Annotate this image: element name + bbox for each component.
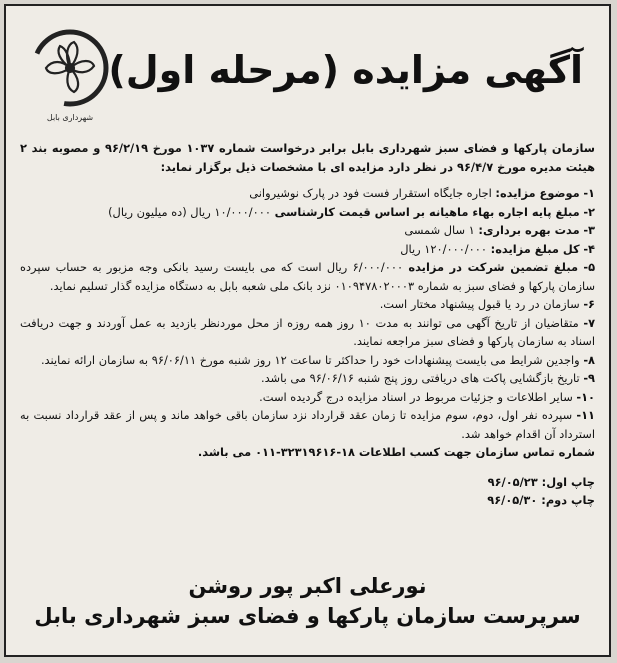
- print-date-second: چاپ دوم: ۹۶/۰۵/۳۰: [487, 493, 595, 508]
- signatory-name: نورعلی اکبر پور روشن: [188, 574, 427, 598]
- list-item: ۳- مدت بهره برداری: ۱ سال شمسی: [404, 223, 595, 237]
- contact-line: شماره تماس سازمان جهت کسب اطلاعات ۱۸-۳۲۳۱۹۶۱۶-۰۱۱ می باشد.: [197, 445, 595, 459]
- list-item: ۱- موضوع مزایده: اجاره جایگاه استقرار فست فود در پارک نوشیروانی: [249, 186, 595, 200]
- list-item: ۴- کل مبلغ مزایده: ۱۲۰/۰۰۰/۰۰۰ ریال: [400, 241, 595, 256]
- list-item: ۷- متقاضیان از تاریخ آگهی می توانند به مدت ۱۰ روز همه روزه از محل موردنظر بازدید به عمل آوردند و جهت دریافت اسناد به سازمان پارکها و فضای سبز مراجعه نمایند.: [20, 315, 596, 348]
- list-item: ۶- سازمان در رد یا قبول پیشنهاد مختار است.: [379, 297, 595, 311]
- intro-paragraph: سازمان پارکها و فضای سبز شهرداری بابل برابر درخواست شماره ۱۰۳۷ مورخ ۹۶/۲/۱۹ و مصوبه بند ۲ هیئت مدیره مورخ ۹۶/۴/۷ در نظر دارد مزایده ای با مشخصات ذیل برگزار نماید:: [20, 141, 595, 174]
- logo: [24, 24, 116, 124]
- signatory-role: سرپرست سازمان پارکها و فضای سبز شهرداری بابل: [34, 604, 581, 628]
- list-item: ۱۱- سپرده نفر اول، دوم، سوم مزایده تا زمان عقد قرارداد نزد سازمان باقی خواهد ماند و پس از عقد قرارداد نسبت به استرداد آن اقدام خواهد شد.: [20, 408, 595, 441]
- header: [6, 14, 611, 134]
- page-title: آگهی مزایده (مرحله اول): [108, 48, 583, 92]
- list-item: ۲- مبلغ پایه اجاره بهاء ماهیانه بر اساس قیمت کارشناسی ۱۰/۰۰۰/۰۰۰ ریال (ده میلیون ریال): [108, 204, 595, 219]
- flower-logo-icon: [24, 24, 116, 124]
- list-item: ۱۰- سایر اطلاعات و جزئیات مربوط در اسناد مزایده درج گردیده است.: [259, 389, 595, 404]
- advertisement-page: [4, 4, 611, 657]
- logo-caption: شهرداری بابل: [46, 113, 94, 122]
- list-item: ۵- مبلغ تضمین شرکت در مزایده ۶/۰۰۰/۰۰۰ ریال است که می بایست رسید بانکی وجه مزبور به حساب سپرده سازمان پارکها و فضای سبز به شماره ۰۱۰۹۴۷۸۰۲۰۰۰۳ نزد بانک ملی شعبه بابل به دستگاه مزایده گذار تسلیم نماید.: [20, 260, 596, 293]
- announcement-body: [20, 139, 595, 510]
- list-item: ۹- تاریخ بازگشایی پاکت های دریافتی روز پنج شنبه ۹۶/۰۶/۱۶ می باشد.: [260, 371, 595, 385]
- faint-background-text: [193, 116, 573, 134]
- list-item: ۸- واجدین شرایط می بایست پیشنهادات خود را حداکثر تا ساعت ۱۲ روز شنبه مورخ ۹۶/۰۶/۱۱ به سازمان ارائه نمایند.: [40, 352, 595, 367]
- print-date-first: چاپ اول: ۹۶/۰۵/۲۳: [487, 474, 595, 489]
